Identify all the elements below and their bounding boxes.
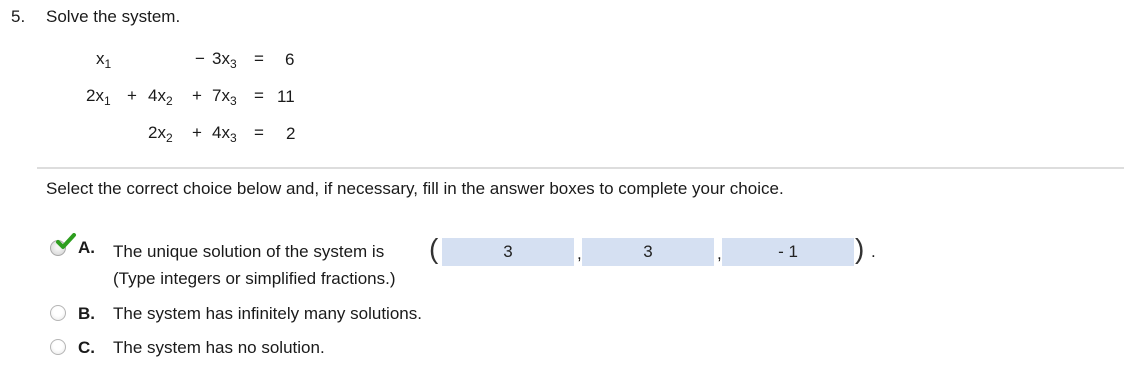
instruction-text: Select the correct choice below and, if necessary, fill in the answer boxes to complete your choice. <box>46 179 784 198</box>
question-prompt: Solve the system. <box>46 7 181 26</box>
eq3-op: + <box>192 123 202 142</box>
eq3-term3: $4x_3$ <box>212 123 237 145</box>
eq3-equals: = <box>254 123 264 142</box>
choice-a-text: The unique solution of the system is <box>113 242 385 261</box>
eq1-equals: = <box>254 49 264 68</box>
open-paren: ( <box>429 233 439 264</box>
section-divider <box>37 167 1124 169</box>
eq2-op1: + <box>127 86 137 105</box>
eq2-term2: $4x_2$ <box>148 86 173 108</box>
eq3-rhs: 2 <box>286 124 296 143</box>
eq1-term1: $x_1$ <box>96 49 112 71</box>
eq3-term2: $2x_2$ <box>148 123 173 145</box>
answer-box-3[interactable]: - 1 <box>722 238 854 266</box>
choice-a-letter: A. <box>78 238 95 257</box>
choice-c-letter: C. <box>78 338 95 357</box>
eq2-term3: $7x_3$ <box>212 86 237 108</box>
eq1-term3: $3x_3$ <box>212 49 237 71</box>
comma-2: , <box>717 244 722 263</box>
choice-b-text: The system has infinitely many solutions. <box>113 304 422 323</box>
comma-1: , <box>577 244 582 263</box>
eq2-rhs: 11 <box>277 87 295 106</box>
eq1-op: − <box>195 49 205 68</box>
choice-c-text: The system has no solution. <box>113 338 325 357</box>
question-number: 5. <box>11 7 26 26</box>
answer-box-1[interactable]: 3 <box>442 238 574 266</box>
period: . <box>871 242 876 261</box>
choice-b-letter: B. <box>78 304 95 323</box>
eq1-rhs: 6 <box>285 50 295 69</box>
answer-box-2[interactable]: 3 <box>582 238 714 266</box>
eq2-term1: $2x_1$ <box>86 86 111 108</box>
choice-c-radio[interactable] <box>50 339 66 355</box>
check-icon <box>55 233 77 251</box>
eq2-equals: = <box>254 86 264 105</box>
choice-a-hint: (Type integers or simplified fractions.) <box>113 269 396 288</box>
choice-b-radio[interactable] <box>50 305 66 321</box>
close-paren: ) <box>855 233 865 264</box>
eq2-op2: + <box>192 86 202 105</box>
